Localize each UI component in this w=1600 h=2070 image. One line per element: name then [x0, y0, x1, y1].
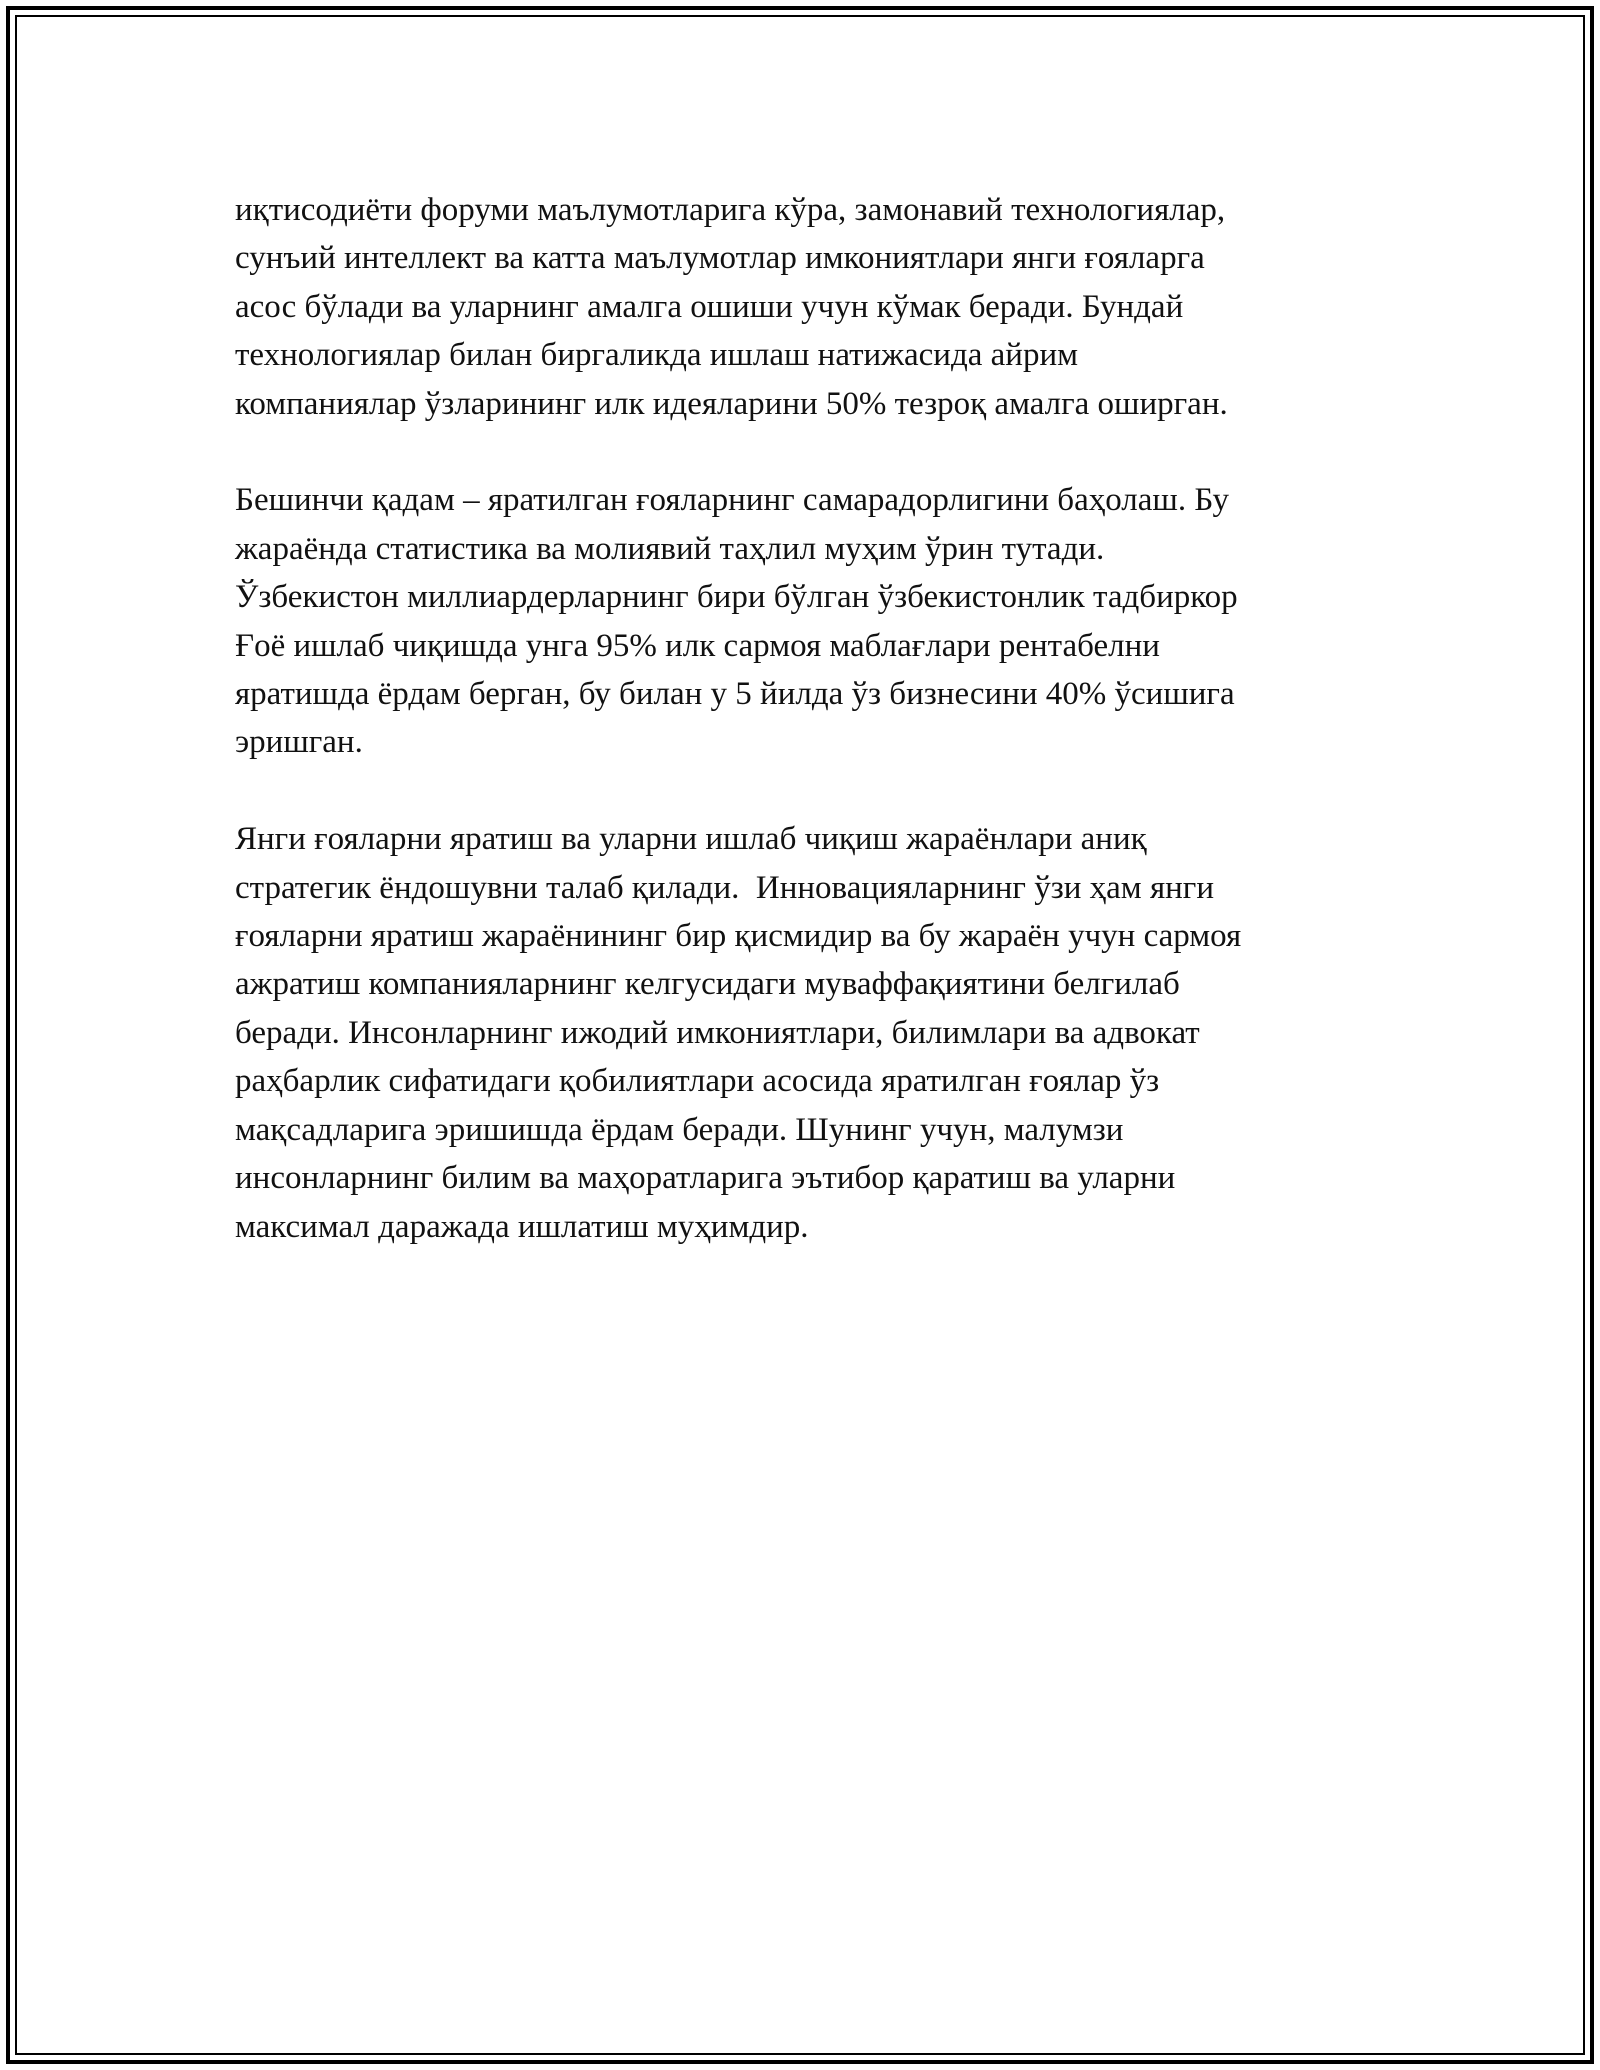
text-line: компаниялар ўзларининг илк идеяларини 50% тезроқ амалга оширган.: [235, 385, 1228, 422]
text-line: стратегик ёндошувни талаб қилади. Инновацияларнинг ўзи ҳам янги: [235, 869, 1214, 906]
paragraph-3: [235, 815, 1380, 1251]
text-line: ғояларни яратиш жараёнининг бир қисмидир ва бу жараён учун сармоя: [235, 918, 1242, 955]
text-line: иқтисодиёти форуми маълумотларига кўра, замонавий технологиялар,: [235, 192, 1226, 228]
text-line: асос бўлади ва уларнинг амалга ошиши учун кўмак беради. Бундай: [235, 288, 1184, 325]
text-line: Бешинчи қадам – яратилган ғояларнинг самарадорлигини баҳолаш. Бу: [235, 482, 1229, 519]
paragraph-1: [235, 186, 1380, 428]
text-line: инсонларнинг билим ва маҳоратларига эътибор қаратиш ва уларни: [235, 1160, 1176, 1197]
paragraph-2: [235, 476, 1380, 766]
text-line: мақсадларига эришишда ёрдам беради. Шунинг учун, малумзи: [235, 1111, 1124, 1148]
text-line: раҳбарлик сифатидаги қобилиятлари асосида яратилган ғоялар ўз: [235, 1063, 1160, 1100]
text-line: сунъий интеллект ва катта маълумотлар имкониятлари янги ғояларга: [235, 240, 1205, 277]
text-line: технологиялар билан биргаликда ишлаш натижасида айрим: [235, 337, 1078, 374]
text-line: максимал даражада ишлатиш муҳимдир.: [235, 1208, 809, 1245]
text-line: ажратиш компанияларнинг келгусидаги муваффақиятини белгилаб: [235, 966, 1180, 1003]
text-line: эришган.: [235, 724, 363, 761]
text-line: Ўзбекистон миллиардерларнинг бири бўлган ўзбекистонлик тадбиркор: [235, 579, 1238, 616]
document-body: [235, 186, 1380, 1299]
text-line: яратишда ёрдам берган, бу билан у 5 йилда ўз бизнесини 40% ўсишига: [235, 676, 1235, 713]
text-line: Янги ғояларни яратиш ва уларни ишлаб чиқиш жараёнлари аниқ: [235, 821, 1147, 858]
text-line: жараёнда статистика ва молиявий таҳлил муҳим ўрин тутади.: [235, 530, 1105, 567]
text-line: беради. Инсонларнинг ижодий имкониятлари, билимлари ва адвокат: [235, 1014, 1200, 1051]
text-line: Ғоё ишлаб чиқишда унга 95% илк сармоя маблағлари рентабелни: [235, 627, 1160, 664]
